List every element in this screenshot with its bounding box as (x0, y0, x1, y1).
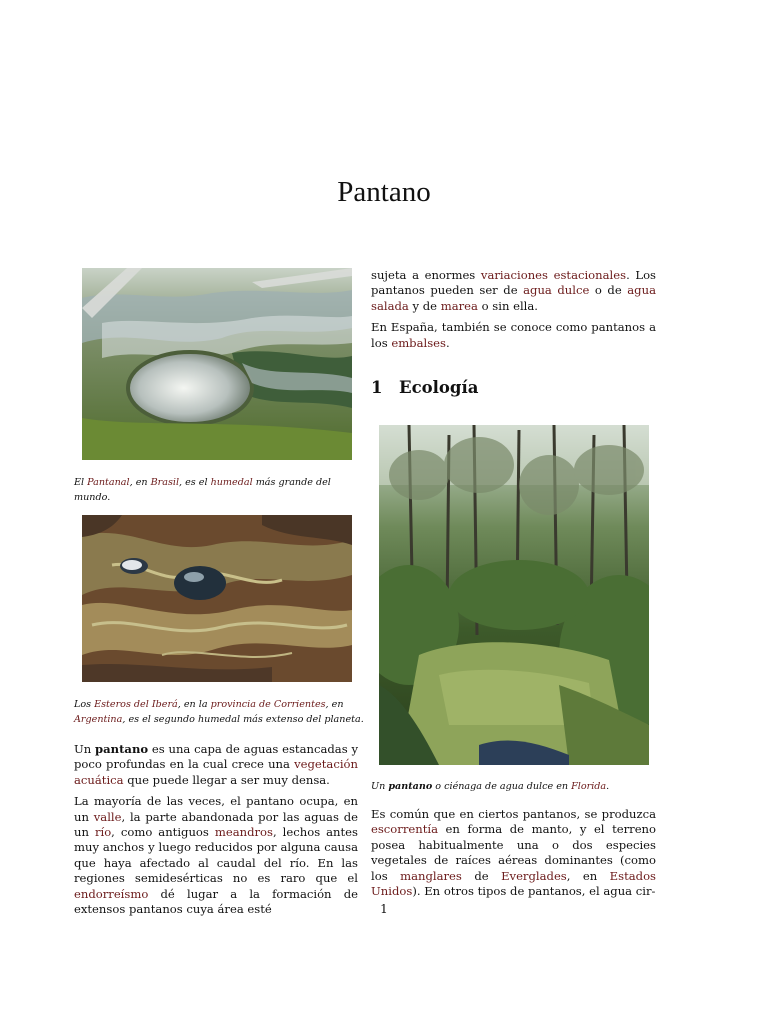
intro-paragraph (74, 742, 358, 788)
page-number: 1 (380, 902, 388, 916)
wiki-link[interactable]: endorreísmo (74, 886, 149, 901)
wiki-link[interactable]: agua salada (371, 283, 656, 313)
wiki-link[interactable]: manglares (400, 868, 462, 883)
section-number: 1 (371, 378, 383, 397)
text-run: o sin ella. (477, 298, 538, 313)
text-run: , en la (177, 699, 211, 710)
text-run: y de (408, 298, 441, 313)
wiki-link[interactable]: escorrentía (371, 822, 438, 837)
ibera-caption (74, 697, 364, 727)
wiki-link[interactable]: río (94, 825, 112, 840)
wiki-link[interactable]: Estados Unidos (371, 868, 657, 899)
text-run: , es el (179, 477, 211, 488)
right-top-text (371, 268, 656, 351)
pantanal-photo (82, 268, 352, 460)
wiki-link[interactable]: marea (440, 298, 478, 313)
valley-paragraph (74, 794, 358, 917)
wiki-link[interactable]: valle (93, 809, 122, 824)
text-run: Los (74, 699, 95, 710)
ibera-photo (82, 515, 352, 682)
wiki-link[interactable]: Everglades (501, 868, 567, 883)
text-run: Es común que en ciertos pantanos, se produzca (371, 807, 656, 821)
text-run: Un (74, 742, 96, 756)
wiki-link[interactable]: Florida (571, 781, 607, 792)
text-run: El (74, 477, 88, 488)
text-run: o de (589, 283, 628, 298)
text-run: sujeta a enormes (371, 268, 481, 282)
text-run: ). En otros tipos de pantanos, el agua cir- (412, 884, 656, 899)
text-run: dé lugar a la formación de extensos pantanos cuya área esté (74, 886, 358, 917)
text-run: , la parte abandonada por las aguas de un (74, 809, 358, 840)
spain-paragraph (371, 320, 656, 351)
text-run: , en (129, 477, 151, 488)
left-body-text (74, 742, 358, 917)
text-run: más grande del mundo. (74, 477, 331, 503)
right-bottom-text (371, 807, 656, 899)
wiki-link[interactable]: provincia de Corrientes (210, 699, 326, 710)
seasonal-paragraph (371, 268, 656, 314)
text-run: La mayoría de las veces, el pantano ocupa, en un (74, 794, 358, 824)
bold-term: pantano (95, 742, 149, 756)
florida-caption (371, 779, 661, 794)
section-heading-ecologia (371, 378, 478, 397)
wiki-link[interactable]: meandros (214, 825, 273, 840)
text-run: o ciénaga de agua dulce en (432, 781, 572, 792)
text-run: , es el segundo humedal más extenso del planeta. (122, 714, 364, 725)
wiki-link[interactable]: vegetación acuática (74, 757, 358, 787)
wiki-link[interactable]: agua dulce (523, 283, 590, 298)
wiki-link[interactable]: Pantanal (87, 477, 130, 488)
runoff-paragraph (371, 807, 656, 899)
text-run: en forma de manto, y el terreno posea habitualmente una o dos especies vegetales de raíces aéreas dominantes (como los (371, 822, 656, 883)
text-run: que puede llegar a ser muy densa. (123, 772, 330, 787)
page-title: Pantano (337, 176, 431, 208)
wiki-link[interactable]: Esteros del Iberá (94, 699, 178, 710)
pantanal-caption (74, 475, 364, 505)
text-run: es una capa de aguas estancadas y poco profundas en la cual crece una (74, 742, 358, 772)
text-run: , en (566, 868, 610, 883)
wiki-link[interactable]: variaciones estacionales (480, 268, 627, 282)
text-run: Un (371, 781, 389, 792)
bold-term: pantano (388, 781, 433, 792)
wiki-link[interactable]: Argentina (74, 714, 123, 725)
text-run: , lechos antes muy anchos y luego reducidos por alguna causa que haya afectado al caudal del río. En las regiones semidesérticas no es raro que el (74, 825, 358, 886)
text-run: . (606, 781, 610, 792)
text-run: . (446, 335, 450, 350)
text-run: , en (325, 699, 344, 710)
wiki-link[interactable]: Brasil (150, 477, 180, 488)
section-title: Ecología (399, 378, 479, 397)
florida-swamp-photo (379, 425, 649, 765)
text-run: de (461, 868, 502, 883)
wiki-link[interactable]: embalses (391, 335, 446, 350)
text-run: En España, también se conoce como pantanos a los (371, 320, 656, 350)
wiki-link[interactable]: humedal (210, 477, 253, 488)
text-run: , como antiguos (111, 825, 215, 840)
text-run: . Los pantanos pueden ser de (371, 268, 656, 298)
